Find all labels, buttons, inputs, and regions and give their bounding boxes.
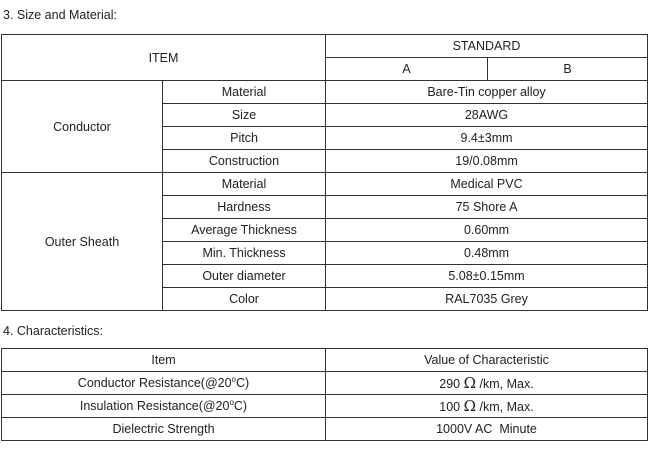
value-cell: 28AWG [326, 104, 648, 127]
property-cell: Hardness [163, 196, 326, 219]
table-header-row [2, 35, 648, 58]
table-header-row [2, 349, 648, 372]
ohm-symbol: Ω [463, 373, 477, 392]
value-cell: 0.60mm [326, 219, 648, 242]
property-cell: Min. Thickness [163, 242, 326, 265]
size-material-table [1, 34, 648, 311]
value-cell: 19/0.08mm [326, 150, 648, 173]
property-cell: Size [163, 104, 326, 127]
characteristic-name: Conductor Resistance(@20$^o$C) [2, 372, 326, 395]
property-cell: Construction [163, 150, 326, 173]
item-header: Item [2, 349, 326, 372]
conductor-label: Conductor [2, 81, 163, 173]
table-row [2, 418, 648, 441]
characteristic-value: 100 Ω /km, Max. [326, 395, 648, 418]
characteristic-name: Insulation Resistance(@20$^o$C) [2, 395, 326, 418]
characteristic-value: 1000V AC Minute [326, 418, 648, 441]
standard-header: STANDARD [326, 35, 648, 58]
property-cell: Average Thickness [163, 219, 326, 242]
property-cell: Outer diameter [163, 265, 326, 288]
col-b-header: B [488, 58, 648, 81]
value-cell: 75 Shore A [326, 196, 648, 219]
property-cell: Pitch [163, 127, 326, 150]
value-cell: Medical PVC [326, 173, 648, 196]
outer-sheath-label: Outer Sheath [2, 173, 163, 311]
item-header: ITEM [2, 35, 326, 81]
section3-heading: 3. Size and Material: [3, 8, 117, 22]
characteristic-name: Dielectric Strength [2, 418, 326, 441]
characteristic-value: 290 Ω /km, Max. [326, 372, 648, 395]
table-row [2, 372, 648, 395]
value-header: Value of Characteristic [326, 349, 648, 372]
value-cell: RAL7035 Grey [326, 288, 648, 311]
property-cell: Material [163, 173, 326, 196]
value-cell: 0.48mm [326, 242, 648, 265]
characteristics-table [1, 348, 648, 441]
property-cell: Color [163, 288, 326, 311]
table-row [2, 81, 648, 104]
value-cell: Bare-Tin copper alloy [326, 81, 648, 104]
col-a-header: A [326, 58, 488, 81]
value-cell: 5.08±0.15mm [326, 265, 648, 288]
table-row [2, 395, 648, 418]
table-row [2, 173, 648, 196]
ohm-symbol: Ω [463, 396, 477, 415]
value-cell: 9.4±3mm [326, 127, 648, 150]
property-cell: Material [163, 81, 326, 104]
section4-heading: 4. Characteristics: [3, 324, 104, 338]
